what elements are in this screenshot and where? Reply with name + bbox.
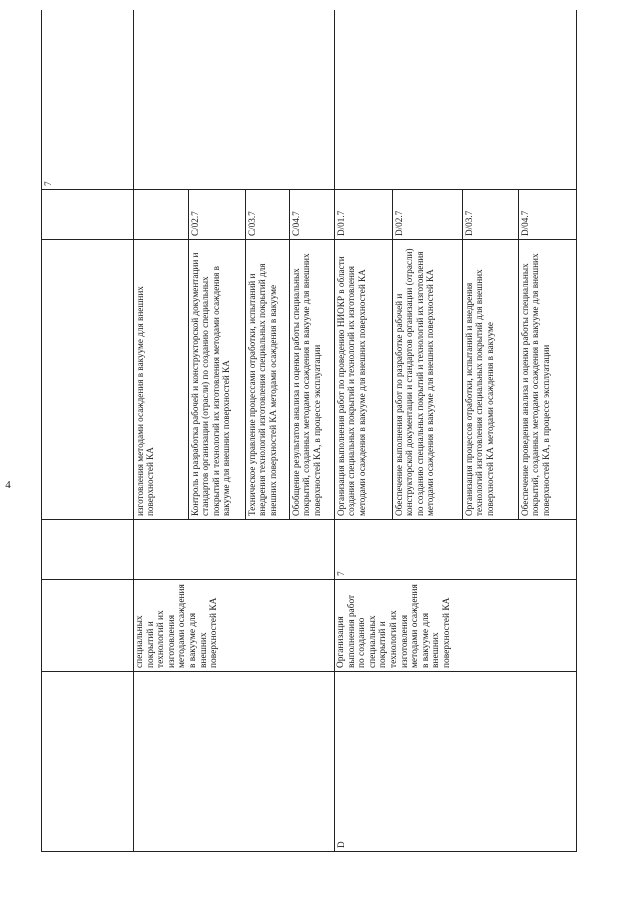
cell-function-code: C/03.7 (246, 190, 290, 240)
cell-function: изготовления методами осаждения в вакууме для внешних поверхностей КА (134, 240, 189, 520)
cell-code (134, 672, 335, 852)
cell-function-code: C/04.7 (290, 190, 335, 240)
cell-function-code: C/02.7 (189, 190, 246, 240)
cell-function: Организация процессов отработки, испытаний и внедрения технологий изготовления специальных покрытий для внешних поверхностей КА методами осаждения в вакууме (463, 240, 519, 520)
table-row (335, 10, 393, 852)
cell-level (134, 520, 335, 580)
cell-last (134, 10, 335, 190)
cell-level: 7 (335, 520, 577, 580)
cell-function-code: D/04.7 (519, 190, 577, 240)
cell-function: Организация выполнения работ по проведению НИОКР в области создания специальных покрытий и технологий их изготовления методами осаждения в вакууме для внешних поверхностей КА (335, 240, 393, 520)
cell-code (42, 672, 134, 852)
cell-function: Обеспечение проведения анализа и оценки работы специальных покрытий, созданных методами осаждения в вакууме для внешних поверхностей КА, в процессе эксплуатации (519, 240, 577, 520)
cell-level (42, 520, 134, 580)
cell-function-code: D/01.7 (335, 190, 393, 240)
cell-function: Обобщение результатов анализа и оценки работы специальных покрытий, созданных методами осаждения в вакууме для внешних поверхностей КА, в процессе эксплуатации (290, 240, 335, 520)
rotated-page (41, 10, 621, 852)
cell-name: Организация выполнения работ по созданию специальных покрытий и технологий их изготовления методами осаждения в вакууме для внешних поверхностей КА (335, 580, 577, 672)
cell-function (42, 240, 134, 520)
cell-function: Обеспечение выполнения работ по разработке рабочей и конструкторской документации и стандартов организации (отрасли) по созданию специальных покрытий и технологий их изготовления методами осаждения в вакууме для внешних поверхностей КА (393, 240, 463, 520)
cell-code: D (335, 672, 577, 852)
cell-function-code (134, 190, 189, 240)
cell-function-code (42, 190, 134, 240)
functions-table (41, 10, 577, 852)
cell-function: Контроль и разработка рабочей и конструкторской документации и стандартов организации (отрасли) по созданию специальных покрытий и технологий их изготовления методами осаждения в вакууме для внешних поверхностей КА (189, 240, 246, 520)
cell-function: Техническое управление процессами отработки, испытаний и внедрения технологий изготовления специальных покрытий для внешних поверхностей КА методами осаждения в вакууме (246, 240, 290, 520)
cell-last: 7 (42, 10, 134, 190)
cell-name (42, 580, 134, 672)
table-row (42, 10, 134, 852)
cell-name: специальных покрытий и технологий их изготовления методами осаждения в вакууме для внешних поверхностей КА (134, 580, 335, 672)
cell-function-code: D/03.7 (463, 190, 519, 240)
table-row (134, 10, 189, 852)
cell-function-code: D/02.7 (393, 190, 463, 240)
cell-last (335, 10, 577, 190)
page-number: 4 (5, 479, 11, 491)
